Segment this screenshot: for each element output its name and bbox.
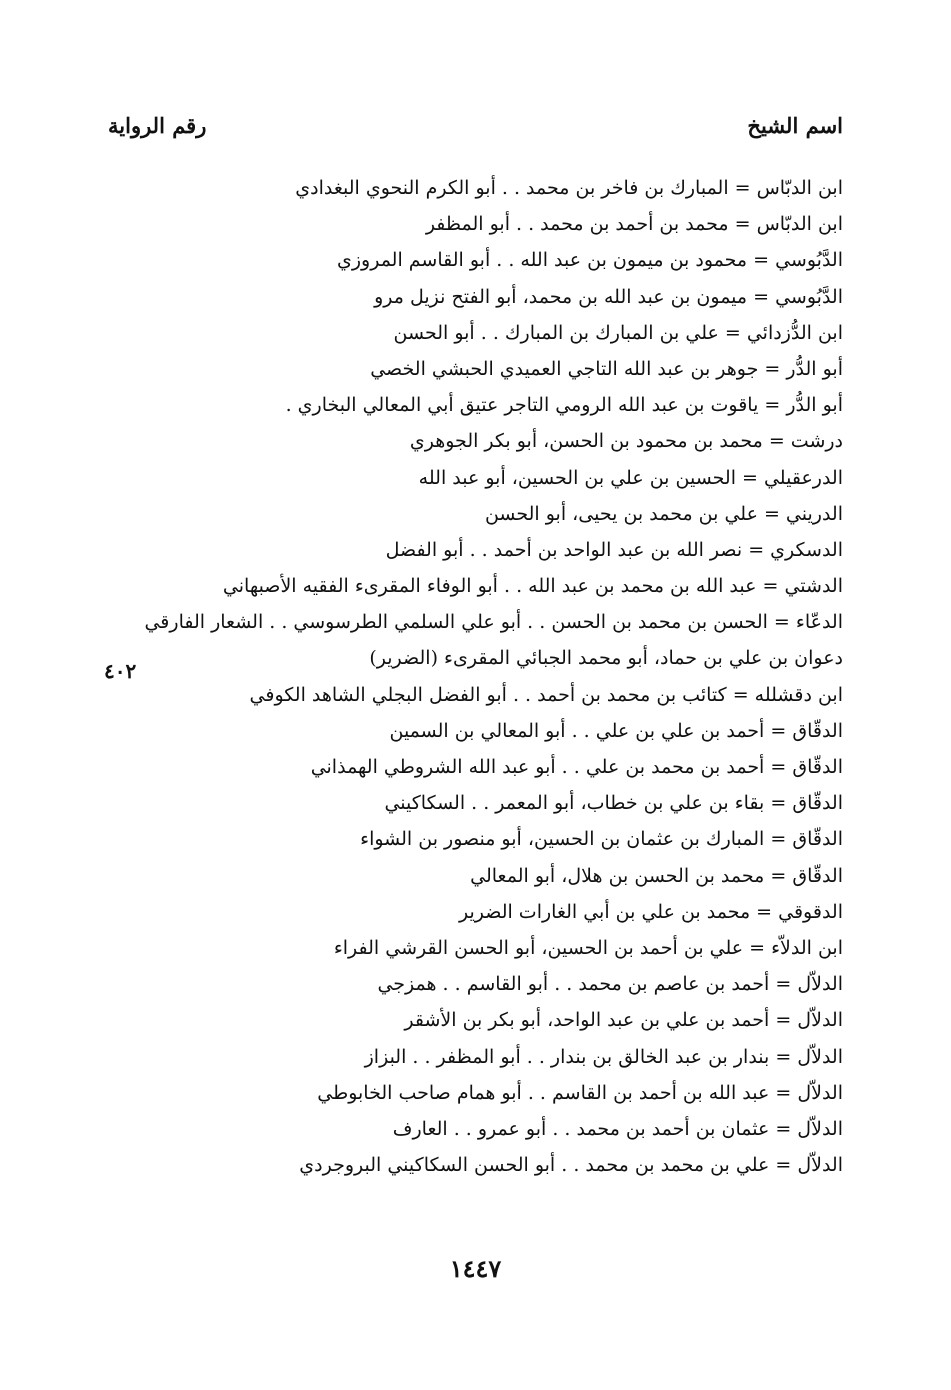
list-item: الدلاّل = عبد الله بن أحمد بن القاسم . . أبو همام صاحب الخابوطي — [317, 1081, 843, 1104]
column-header-name: اسم الشيخ — [747, 113, 843, 138]
list-item: الدريني = علي بن محمد بن يحيى، أبو الحسن — [484, 502, 843, 525]
list-item: ابن الدبّاس = محمد بن أحمد بن محمد . . أبو المظفر — [425, 213, 843, 236]
list-item: الدقوقي = محمد بن علي بن أبي الغارات الضرير — [458, 900, 843, 923]
list-item: الدشتي = عبد الله بن محمد بن عبد الله . . أبو الوفاء المقرىء الفقيه الأصبهاني — [222, 575, 843, 598]
narration-number: ٤٠٢ — [104, 659, 137, 683]
list-item: الدلاّل = بندار بن عبد الخالق بن بندار . . أبو المظفر . . البزاز — [364, 1045, 843, 1068]
list-item: أبو الدُّر = ياقوت بن عبد الله الرومي التاجر عتيق أبي المعالي البخاري . — [285, 394, 843, 417]
entries-list — [103, 170, 843, 1183]
list-item: الدقّاق = محمد بن الحسن بن هلال، أبو المعالي — [470, 864, 843, 887]
list-item: الدسكري = نصر الله بن عبد الواحد بن أحمد . . أبو الفضل — [385, 538, 843, 561]
page-number: ١٤٤٧ — [449, 1254, 502, 1283]
list-item: درشت = محمد بن محمود بن الحسن، أبو بكر الجوهري — [409, 430, 843, 453]
list-item: الدقّاق = أحمد بن علي بن علي . . أبو المعالي بن السمين — [389, 719, 843, 742]
list-item: ابن دقشلله = كتائب بن محمد بن أحمد . . أبو الفضل البجلي الشاهد الكوفي — [249, 683, 843, 706]
list-item: الدلاّل = علي بن محمد بن محمد . . أبو الحسن السكاكيني البروجردي — [299, 1154, 843, 1177]
list-item: الدلاّل = أحمد بن عاصم بن محمد . . أبو القاسم . . همزجي — [377, 973, 843, 996]
list-item: الدلاّل = أحمد بن علي بن عبد الواحد، أبو بكر بن الأشقر — [404, 1009, 843, 1032]
column-header-number: رقم الرواية — [108, 113, 207, 138]
list-item: أبو الدُّر = جوهر بن عبد الله التاجي العميدي الحبشي الخصي — [370, 357, 843, 380]
list-item: ابن الدبّاس = المبارك بن فاخر بن محمد . . أبو الكرم النحوي البغدادي — [295, 177, 843, 199]
list-item: الدلاّل = عثمان بن أحمد بن محمد . . أبو عمرو . . العارف — [392, 1117, 843, 1140]
list-item: الدقّاق = المبارك بن عثمان بن الحسين، أبو منصور بن الشواء — [360, 828, 843, 851]
list-item: ابن الدلاّء = علي بن أحمد بن الحسين، أبو الحسن القرشي الفراء — [333, 936, 843, 959]
list-item: الدَّبُوسي = محمود بن ميمون بن عبد الله . . أبو القاسم المروزي — [336, 249, 843, 272]
list-item: الدعّاء = الحسن بن محمد بن الحسن . . أبو علي السلمي الطرسوسي . . الشعار الفارقي — [144, 611, 843, 634]
list-item: الدقّاق = أحمد بن محمد بن علي . . أبو عبد الله الشروطي الهمذاني — [310, 756, 843, 778]
list-item: الدرعقيلي = الحسين بن علي بن الحسين، أبو عبد الله — [418, 466, 843, 489]
list-item: دعوان بن علي بن حماد، أبو محمد الجبائي المقرىء (الضرير) — [369, 647, 843, 670]
list-item: ابن الدُّزدائي = علي بن المبارك بن المبارك . . أبو الحسن — [393, 321, 843, 344]
list-item: الدَّبُوسي = ميمون بن عبد الله بن محمد، أبو الفتح نزيل مرو — [374, 285, 843, 308]
list-item: الدقّاق = بقاء بن علي بن خطاب، أبو المعمر . . السكاكيني — [384, 792, 843, 815]
